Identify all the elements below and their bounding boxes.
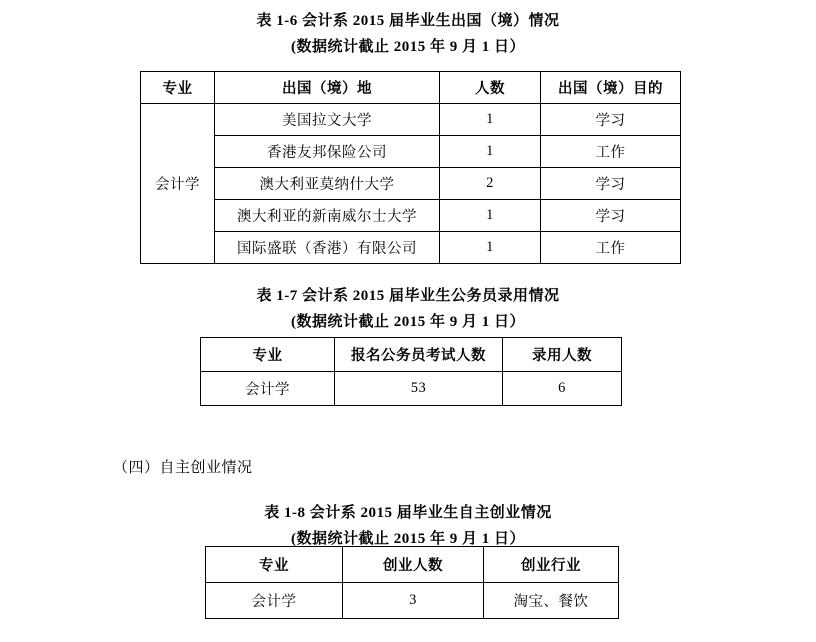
cell-major: 会计学 <box>206 583 343 619</box>
table-row <box>206 583 619 619</box>
cell-major: 会计学 <box>201 372 335 406</box>
cell-purpose: 学习 <box>541 200 681 232</box>
cell-destination: 澳大利亚莫纳什大学 <box>215 168 440 200</box>
cell-count: 3 <box>343 583 484 619</box>
table-1-8-title: 表 1-8 会计系 2015 届毕业生自主创业情况 <box>264 505 552 521</box>
table-1-7-subtitle: (数据统计截止 2015 年 9 月 1 日） <box>291 314 525 330</box>
table-row <box>141 104 681 136</box>
cell-purpose: 工作 <box>541 232 681 264</box>
table-row <box>141 168 681 200</box>
table-header-row <box>141 72 681 104</box>
cell-destination: 美国拉文大学 <box>215 104 440 136</box>
section-heading: （四）自主创业情况 <box>113 460 253 476</box>
cell-destination: 香港友邦保险公司 <box>215 136 440 168</box>
table-1-7-title: 表 1-7 会计系 2015 届毕业生公务员录用情况 <box>256 288 560 304</box>
column-header-applicants: 报名公务员考试人数 <box>335 338 503 372</box>
table-header-row <box>206 547 619 583</box>
table-row <box>201 372 622 406</box>
cell-count: 1 <box>440 200 541 232</box>
cell-count: 1 <box>440 136 541 168</box>
cell-major: 会计学 <box>141 104 215 264</box>
table-1-6-title: 表 1-6 会计系 2015 届毕业生出国（境）情况 <box>256 13 560 29</box>
column-header-purpose: 出国（境）目的 <box>541 72 681 104</box>
table-1-8-caption <box>0 500 816 552</box>
column-header-industry: 创业行业 <box>484 547 619 583</box>
table-row <box>141 136 681 168</box>
table-header-row <box>201 338 622 372</box>
table-1-6-caption <box>0 8 816 60</box>
table-row <box>141 232 681 264</box>
cell-count: 1 <box>440 232 541 264</box>
column-header-destination: 出国（境）地 <box>215 72 440 104</box>
table-1-6-subtitle: (数据统计截止 2015 年 9 月 1 日） <box>291 39 525 55</box>
cell-count: 1 <box>440 104 541 136</box>
column-header-major: 专业 <box>206 547 343 583</box>
column-header-hired: 录用人数 <box>503 338 622 372</box>
cell-destination: 国际盛联（香港）有限公司 <box>215 232 440 264</box>
column-header-major: 专业 <box>141 72 215 104</box>
cell-hired: 6 <box>503 372 622 406</box>
table-1-7-caption <box>0 283 816 335</box>
column-header-count: 人数 <box>440 72 541 104</box>
table-civil-service <box>200 337 622 406</box>
cell-purpose: 学习 <box>541 104 681 136</box>
cell-purpose: 学习 <box>541 168 681 200</box>
table-1-8-subtitle: (数据统计截止 2015 年 9 月 1 日） <box>291 531 525 547</box>
cell-destination: 澳大利亚的新南威尔士大学 <box>215 200 440 232</box>
cell-count: 2 <box>440 168 541 200</box>
column-header-major: 专业 <box>201 338 335 372</box>
cell-industry: 淘宝、餐饮 <box>484 583 619 619</box>
table-study-abroad <box>140 71 681 264</box>
table-entrepreneurship <box>205 546 619 619</box>
table-row <box>141 200 681 232</box>
cell-purpose: 工作 <box>541 136 681 168</box>
cell-applicants: 53 <box>335 372 503 406</box>
column-header-count: 创业人数 <box>343 547 484 583</box>
